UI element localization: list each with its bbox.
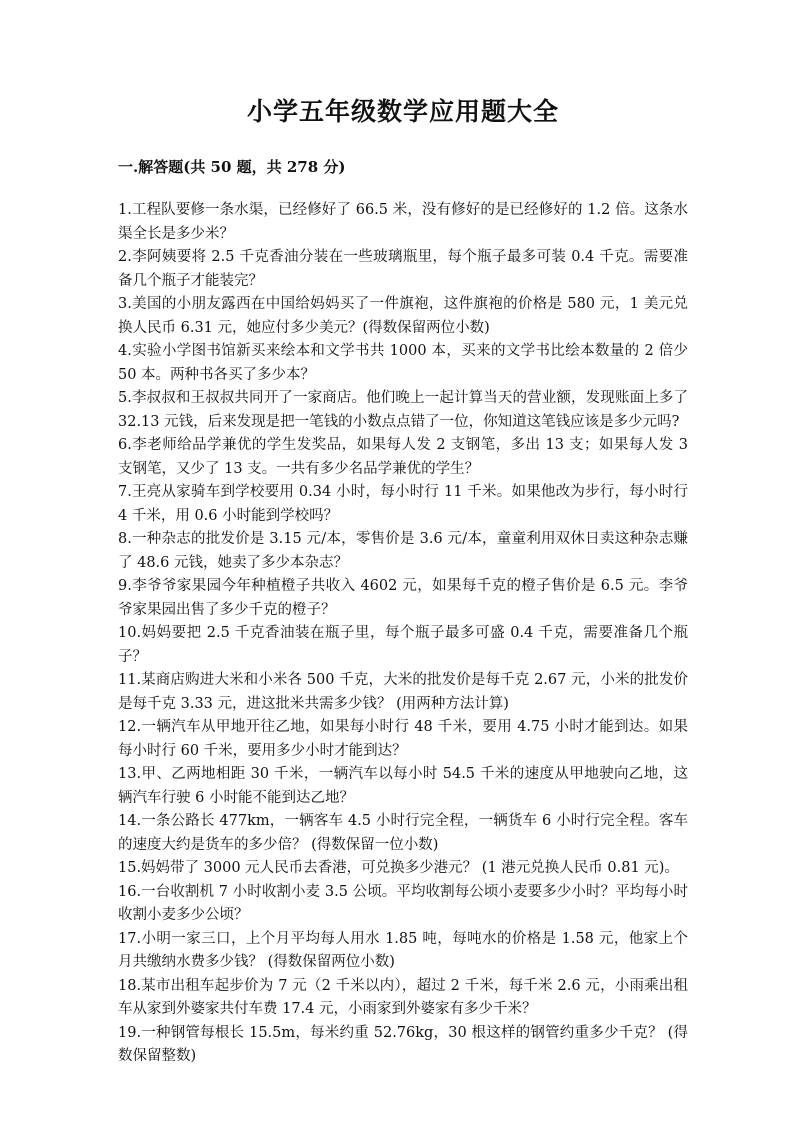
question-item: 7.王亮从家骑车到学校要用 0.34 小时，每小时行 11 千米。如果他改为步行，每小时行 4 千米，用 0.6 小时能到学校吗？ <box>118 484 688 524</box>
question-item: 4.实验小学图书馆新买来绘本和文学书共 1000 本，买来的文学书比绘本数量的 2 倍少 50 本。两种书各买了多少本？ <box>118 343 688 383</box>
question-item: 11.某商店购进大米和小米各 500 千克，大米的批发价是每千克 2.67 元，小米的批发价是每千克 3.33 元，进这批米共需多少钱？ (用两种方法计算) <box>118 672 688 712</box>
question-item: 17.小明一家三口，上个月平均每人用水 1.85 吨，每吨水的价格是 1.58 元，他家上个月共缴纳水费多少钱？ (得数保留两位小数) <box>118 930 688 970</box>
document-title: 小学五年级数学应用题大全 <box>246 97 559 126</box>
question-item: 12.一辆汽车从甲地开往乙地，如果每小时行 48 千米，要用 4.75 小时才能到达。如果每小时行 60 千米，要用多少小时才能到达？ <box>118 719 688 759</box>
question-list <box>118 199 688 1069</box>
question-item: 19.一种钢管每根长 15.5m，每米约重 52.76kg，30 根这样的钢管约重多少千克？ (得数保留整数) <box>118 1024 688 1064</box>
question-item: 9.李爷爷家果园今年种植橙子共收入 4602 元，如果每千克的橙子售价是 6.5 元。李爷爷家果园出售了多少千克的橙子？ <box>118 578 688 618</box>
question-item: 14.一条公路长 477km，一辆客车 4.5 小时行完全程，一辆货车 6 小时行完全程。客车的速度大约是货车的多少倍？ (得数保留一位小数) <box>118 813 688 853</box>
question-item: 13.甲、乙两地相距 30 千米，一辆汽车以每小时 54.5 千米的速度从甲地驶向乙地，这辆汽车行驶 6 小时能不能到达乙地？ <box>118 766 688 806</box>
question-item: 2.李阿姨要将 2.5 千克香油分装在一些玻璃瓶里，每个瓶子最多可装 0.4 千克。需要准备几个瓶子才能装完？ <box>118 249 688 289</box>
section-heading: 一.解答题(共 50 题，共 278 分) <box>118 158 346 176</box>
question-item: 16.一台收割机 7 小时收割小麦 3.5 公顷。平均收割每公顷小麦要多少小时？平均每小时收割小麦多少公顷？ <box>118 883 688 923</box>
question-item: 18.某市出租车起步价为 7 元（2 千米以内），超过 2 千米，每千米 2.6 元，小雨乘出租车从家到外婆家共付车费 17.4 元，小雨家到外婆家有多少千米？ <box>118 977 688 1017</box>
question-item: 3.美国的小朋友露西在中国给妈妈买了一件旗袍，这件旗袍的价格是 580 元，1 美元兑换人民币 6.31 元，她应付多少美元？(得数保留两位小数) <box>118 296 688 336</box>
question-item: 8.一种杂志的批发价是 3.15 元/本，零售价是 3.6 元/本，童童利用双休日卖这种杂志赚了 48.6 元钱，她卖了多少本杂志？ <box>118 531 688 571</box>
question-item: 1.工程队要修一条水渠，已经修好了 66.5 米，没有修好的是已经修好的 1.2 倍。这条水渠全长是多少米？ <box>118 202 688 242</box>
question-item: 6.李老师给品学兼优的学生发奖品，如果每人发 2 支钢笔，多出 13 支；如果每人发 3 支钢笔，又少了 13 支。一共有多少名品学兼优的学生？ <box>118 437 688 477</box>
question-item: 10.妈妈要把 2.5 千克香油装在瓶子里，每个瓶子最多可盛 0.4 千克，需要准备几个瓶子？ <box>118 625 688 665</box>
question-item: 5.李叔叔和王叔叔共同开了一家商店。他们晚上一起计算当天的营业额，发现账面上多了 32.13 元钱，后来发现是把一笔钱的小数点点错了一位，你知道这笔钱应该是多少元吗? <box>118 390 688 430</box>
question-item: 15.妈妈带了 3000 元人民币去香港，可兑换多少港元？ (1 港元兑换人民币 0.81 元)。 <box>118 860 679 876</box>
